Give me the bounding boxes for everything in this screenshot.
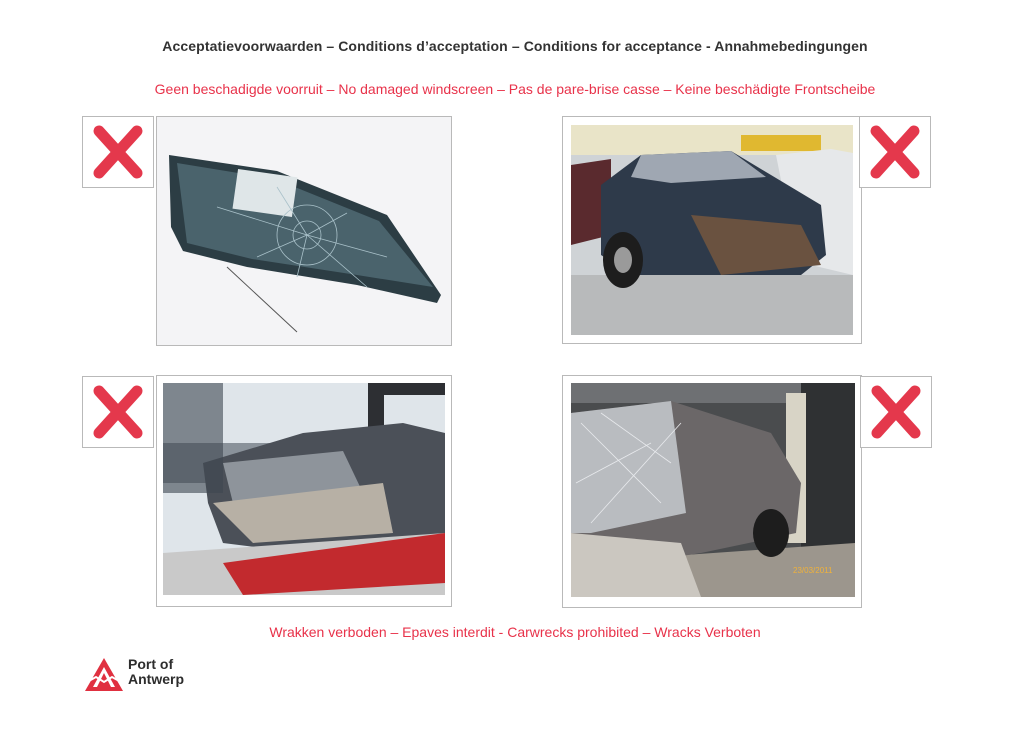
prohibited-mark-top-right <box>859 116 931 188</box>
photo-front-damaged-car <box>571 125 853 335</box>
cross-icon <box>860 117 930 187</box>
photo-crushed-car <box>571 383 855 597</box>
photo-wreck-on-tow-truck <box>163 383 445 595</box>
photo-frame-windscreen <box>156 116 452 346</box>
port-of-antwerp-logo <box>84 657 124 693</box>
cross-icon <box>83 377 153 447</box>
prohibited-mark-top-left <box>82 116 154 188</box>
logo-line-2: Antwerp <box>128 671 184 687</box>
photo-damaged-windscreen <box>157 117 451 345</box>
windscreen-rule: Geen beschadigde voorruit – No damaged windscreen – Pas de pare-brise casse – Keine beschädigte Frontscheibe <box>154 81 876 97</box>
wreck-rule: Wrakken verboden – Epaves interdit - Carwrecks prohibited – Wracks Verboten <box>269 624 761 640</box>
prohibited-mark-bottom-right <box>860 376 932 448</box>
port-of-antwerp-wordmark <box>128 657 184 687</box>
cross-icon <box>861 377 931 447</box>
prohibited-mark-bottom-left <box>82 376 154 448</box>
cross-icon <box>83 117 153 187</box>
page-title: Acceptatievoorwaarden – Conditions d’acceptation – Conditions for acceptance - Annahmebedingungen <box>162 38 868 54</box>
photo-frame-front-damage <box>562 116 862 344</box>
logo-line-1: Port of <box>128 656 174 672</box>
photo-frame-wreck-tow <box>156 375 452 607</box>
photo-date-stamp: 23/03/2011 <box>793 566 833 575</box>
photo-frame-crushed-car <box>562 375 862 608</box>
